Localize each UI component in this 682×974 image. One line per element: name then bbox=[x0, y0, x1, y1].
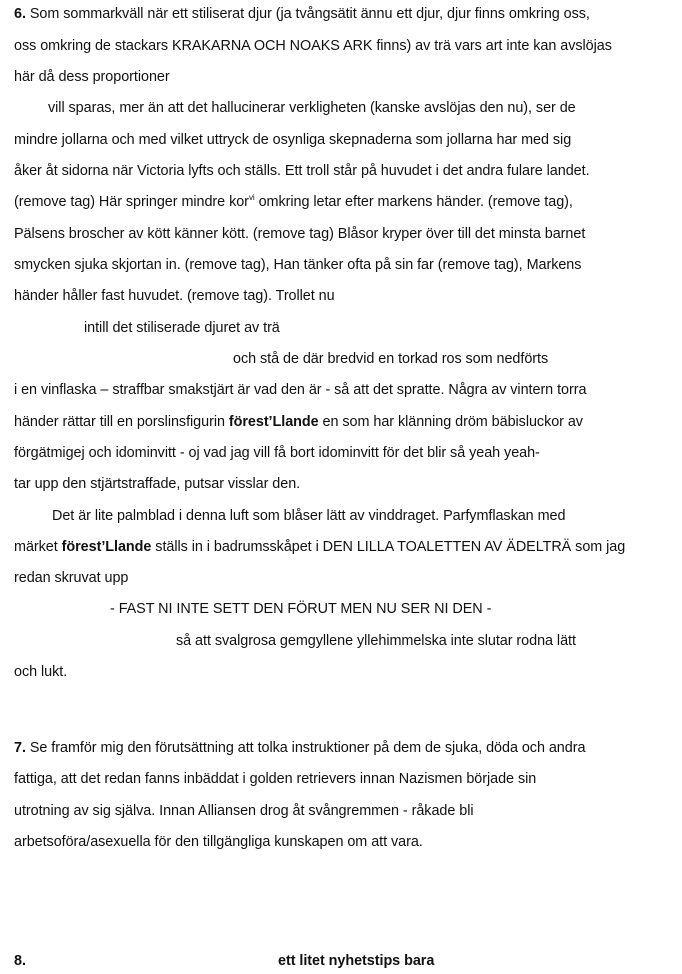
paragraph-6-line-7: (remove tag) Här springer mindre kor$^{vi}$ omkring letar efter markens händer. (remove tag), bbox=[14, 193, 573, 210]
paragraph-6-line-13: i en vinflaska – straffbar smakstjärt är vad den är - så att det spratte. Några av vintern torra bbox=[14, 382, 587, 398]
brand-name-bold: förest’Llande bbox=[61, 539, 152, 555]
paragraph-6-line-20: - FAST NI INTE SETT DEN FÖRUT MEN NU SER NI DEN - bbox=[110, 601, 492, 617]
paragraph-6-line-4: vill sparas, mer än att det hallucinerar verkligheten (kanske avslöjas den nu), ser de bbox=[48, 100, 576, 116]
paragraph-6-line-6: åker åt sidorna när Victoria lyfts och ställs. Ett troll står på huvudet i det andra fulare landet. bbox=[14, 163, 590, 179]
paragraph-6-line-18: märket förest’Llande ställs in i badrumsskåpet i DEN LILLA TOALETTEN AV ÄDELTRÄ som jag bbox=[14, 539, 626, 555]
section-8-title: ett litet nyhetstips bara bbox=[278, 953, 435, 969]
paragraph-6-line-11: intill det stiliserade djuret av trä bbox=[84, 320, 280, 336]
section-number-8: 8. bbox=[14, 953, 26, 969]
footnote-marker: vi bbox=[248, 193, 255, 202]
paragraph-6-line-1: 6. Som sommarkväll när ett stiliserat djur (ja tvångsätit ännu ett djur, djur finns omkring oss, bbox=[14, 6, 590, 22]
section-number-7: 7. bbox=[14, 740, 26, 756]
paragraph-6-line-22: och lukt. bbox=[14, 664, 68, 680]
paragraph-6-line-16: tar upp den stjärtstraffade, putsar visslar den. bbox=[14, 476, 301, 492]
brand-name-bold: förest’Llande bbox=[228, 414, 319, 430]
paragraph-7-line-3: utrotning av sig själva. Innan Alliansen drog åt svångremmen - råkade bli bbox=[14, 803, 474, 819]
paragraph-6-line-10: händer håller fast huvudet. (remove tag). Trollet nu bbox=[14, 288, 335, 304]
paragraph-6-line-17: Det är lite palmblad i denna luft som blåser lätt av vinddraget. Parfymflaskan med bbox=[52, 508, 566, 524]
paragraph-6-line-14: händer rättar till en porslinsfigurin förest’Llande en som har klänning dröm bäbisluckor av bbox=[14, 414, 583, 430]
paragraph-7-line-2: fattiga, att det redan fanns inbäddat i golden retrievers innan Nazismen började sin bbox=[14, 771, 537, 787]
paragraph-6-line-19: redan skruvat upp bbox=[14, 570, 129, 586]
paragraph-7-line-1: 7. Se framför mig den förutsättning att tolka instruktioner på dem de sjuka, döda och andra bbox=[14, 740, 586, 756]
paragraph-6-line-9: smycken sjuka skjortan in. (remove tag), Han tänker ofta på sin far (remove tag), Markens bbox=[14, 257, 582, 273]
paragraph-6-line-21: så att svalgrosa gemgyllene yllehimmelska inte slutar rodna lätt bbox=[176, 633, 576, 649]
paragraph-6-line-15: förgätmigej och idominvitt - oj vad jag vill få bort idominvitt för det blir så yeah yeah- bbox=[14, 445, 540, 461]
paragraph-6-line-8: Pälsens broscher av kött känner kött. (remove tag) Blåsor kryper över till det minsta barnet bbox=[14, 226, 586, 242]
paragraph-7-line-4: arbetsoföra/asexuella för den tillgängliga kunskapen om att vara. bbox=[14, 834, 423, 850]
paragraph-6-line-3: här då dess proportioner bbox=[14, 69, 170, 85]
paragraph-6-line-5: mindre jollarna och med vilket uttryck de osynliga skepnaderna som jollarna har med sig bbox=[14, 132, 572, 148]
section-number-6: 6. bbox=[14, 6, 26, 22]
paragraph-6-line-2: oss omkring de stackars KRAKARNA OCH NOAKS ARK finns) av trä vars art inte kan avslöjas bbox=[14, 38, 612, 54]
paragraph-6-line-12: och stå de där bredvid en torkad ros som nedförts bbox=[233, 351, 549, 367]
